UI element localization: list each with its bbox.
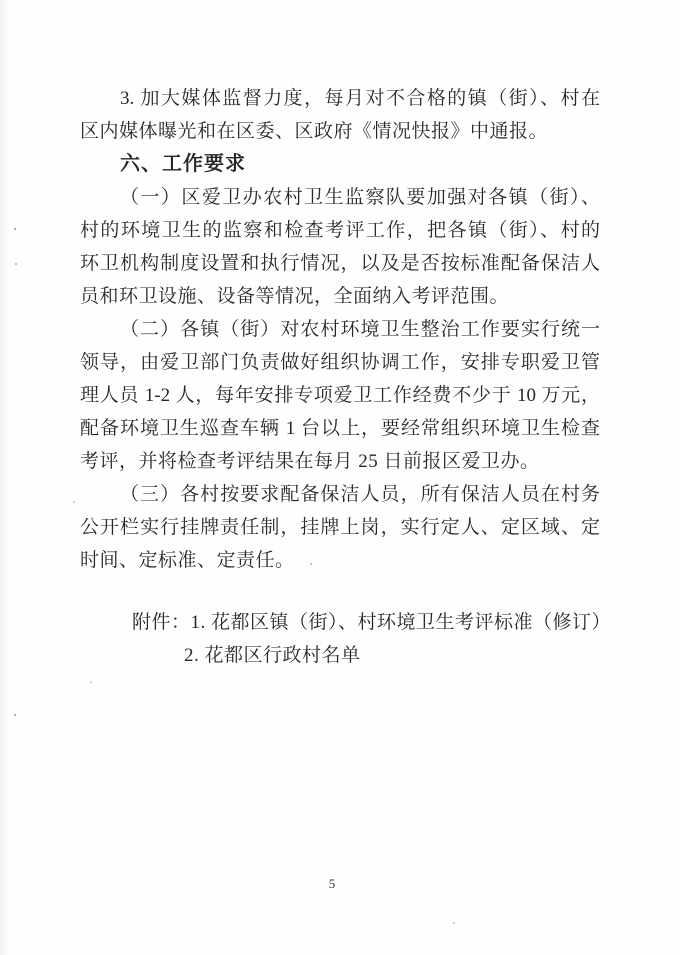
- scan-speck: [73, 501, 75, 503]
- scan-speck: [90, 681, 92, 683]
- doc-line: 考评，并将检查考评结果在每月 25 日前报区爱卫办。: [80, 451, 540, 472]
- doc-line: 公开栏实行挂牌责任制，挂牌上岗，实行定人、定区域、定: [80, 517, 600, 538]
- attachments-list: [80, 606, 612, 672]
- doc-line: （一）区爱卫办农村卫生监察队要加强对各镇（街）、: [120, 187, 600, 208]
- paragraph-item-2: [80, 313, 600, 478]
- doc-line: 配备环境卫生巡查车辆 1 台以上，要经常组织环境卫生检查: [80, 418, 600, 439]
- doc-line: 员和环卫设施、设备等情况，全面纳入考评范围。: [80, 286, 510, 307]
- scan-speck: [14, 714, 16, 716]
- document-body: [80, 82, 612, 672]
- section-heading-work-requirements: 六、工作要求: [120, 153, 246, 175]
- paragraph-item-3: [80, 478, 600, 577]
- scan-speck: [15, 263, 17, 265]
- scan-edge-shadow: [0, 0, 9, 955]
- attachment-line-2: 2. 花都区行政村名单: [184, 645, 361, 666]
- doc-line: 理人员 1-2 人，每年安排专项爱卫工作经费不少于 10 万元，: [80, 385, 600, 406]
- scan-speck: [453, 922, 455, 924]
- doc-line: 3. 加大媒体监督力度，每月对不合格的镇（街）、村在: [120, 88, 600, 109]
- doc-line: （二）各镇（街）对农村环境卫生整治工作要实行统一: [120, 319, 600, 340]
- doc-line: 领导，由爱卫部门负责做好组织协调工作，安排专职爱卫管: [80, 352, 600, 373]
- doc-line: （三）各村按要求配备保洁人员，所有保洁人员在村务: [120, 484, 600, 505]
- doc-line: 环卫机构制度设置和执行情况，以及是否按标准配备保洁人: [80, 253, 600, 274]
- paragraph-media-supervision: [80, 82, 600, 148]
- doc-line: 村的环境卫生的监察和检查考评工作，把各镇（街）、村的: [80, 220, 600, 241]
- attachment-line-1: 附件：1. 花都区镇（街）、村环境卫生考评标准（修订）: [132, 612, 612, 633]
- doc-line: 时间、定标准、定责任。: [80, 550, 295, 571]
- page-number: 5: [328, 876, 336, 891]
- doc-line: 区内媒体曝光和在区委、区政府《情况快报》中通报。: [80, 121, 549, 142]
- scan-speck: [14, 228, 16, 230]
- paragraph-item-1: [80, 181, 600, 313]
